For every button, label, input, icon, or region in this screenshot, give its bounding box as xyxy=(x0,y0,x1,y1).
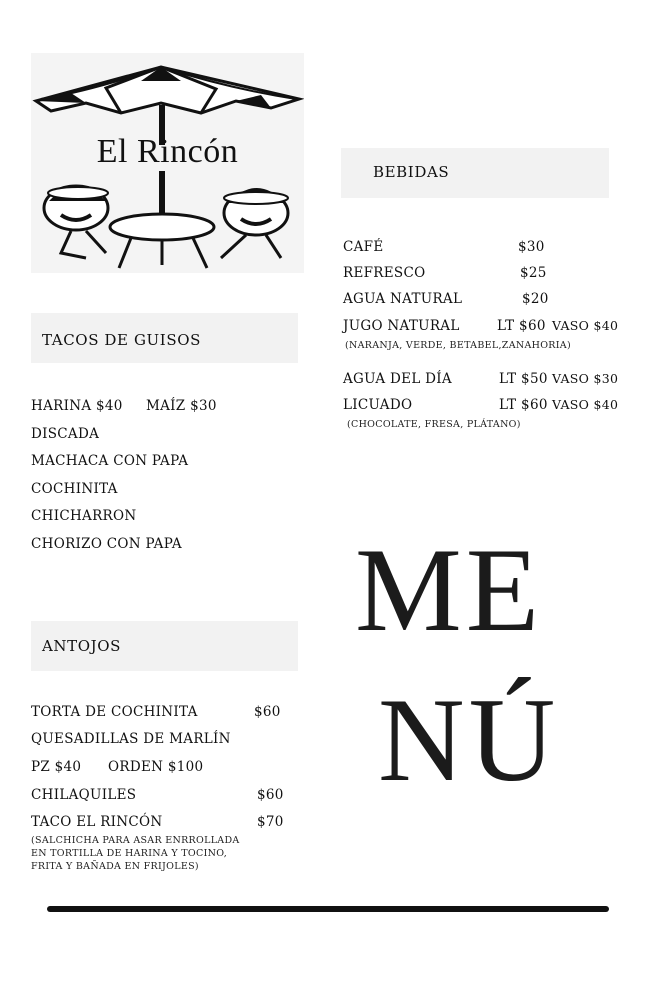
logo xyxy=(31,53,304,273)
chilaquiles-price: $60 xyxy=(257,787,284,803)
quesadillas-name: QUESADILLAS DE MARLÍN xyxy=(31,731,231,747)
antojos-title: ANTOJOS xyxy=(42,637,122,655)
harina-price: HARINA $40 xyxy=(31,398,123,414)
cafe-name: CAFÉ xyxy=(343,239,384,255)
agua-dia-name: AGUA DEL DÍA xyxy=(343,371,452,387)
agua-natural-price: $20 xyxy=(522,291,549,307)
jugo-name: JUGO NATURAL xyxy=(343,318,460,334)
antojos-header xyxy=(31,621,298,671)
licuado-name: LICUADO xyxy=(343,397,413,413)
tacos-title: TACOS DE GUISOS xyxy=(42,331,201,349)
taco-item: DISCADA xyxy=(31,426,100,442)
torta-price: $60 xyxy=(254,704,281,720)
licuado-note: (CHOCOLATE, FRESA, PLÁTANO) xyxy=(347,419,521,430)
licuado-lt: LT $60 xyxy=(499,397,548,413)
logo-title: El Rincón xyxy=(96,133,239,170)
agua-natural-name: AGUA NATURAL xyxy=(343,291,463,307)
taco-rincon-name: TACO EL RINCÓN xyxy=(31,814,163,830)
menu-word-line1: ME xyxy=(355,523,543,656)
quesadillas-pz: PZ $40 xyxy=(31,759,82,775)
taco-item: CHORIZO CON PAPA xyxy=(31,536,182,552)
taco-rincon-price: $70 xyxy=(257,814,284,830)
cafe-price: $30 xyxy=(518,239,545,255)
taco-item: CHICHARRON xyxy=(31,508,137,524)
taco-rincon-note: (SALCHICHA PARA ASAR ENRROLLADA xyxy=(31,835,240,846)
licuado-vaso: VASO $40 xyxy=(552,397,619,412)
bebidas-title: BEBIDAS xyxy=(373,163,450,181)
refresco-price: $25 xyxy=(520,265,547,281)
agua-dia-vaso: VASO $30 xyxy=(552,371,619,386)
taco-rincon-note: FRITA Y BAÑADA EN FRIJOLES) xyxy=(31,861,199,872)
quesadillas-orden: ORDEN $100 xyxy=(108,759,204,775)
maiz-price: MAÍZ $30 xyxy=(146,398,217,414)
jugo-vaso: VASO $40 xyxy=(552,318,619,333)
tacos-header xyxy=(31,313,298,363)
taco-item: MACHACA CON PAPA xyxy=(31,453,189,469)
refresco-name: REFRESCO xyxy=(343,265,426,281)
agua-dia-lt: LT $50 xyxy=(499,371,548,387)
taco-rincon-note: EN TORTILLA DE HARINA Y TOCINO, xyxy=(31,848,228,859)
jugo-note: (NARANJA, VERDE, BETABEL,ZANAHORIA) xyxy=(345,340,571,351)
jugo-lt: LT $60 xyxy=(497,318,546,334)
taco-item: COCHINITA xyxy=(31,481,118,497)
chilaquiles-name: CHILAQUILES xyxy=(31,787,137,803)
bottom-divider xyxy=(47,906,609,912)
torta-name: TORTA DE COCHINITA xyxy=(31,704,198,720)
menu-word-line2: NÚ xyxy=(378,673,560,806)
bebidas-header xyxy=(341,148,609,198)
